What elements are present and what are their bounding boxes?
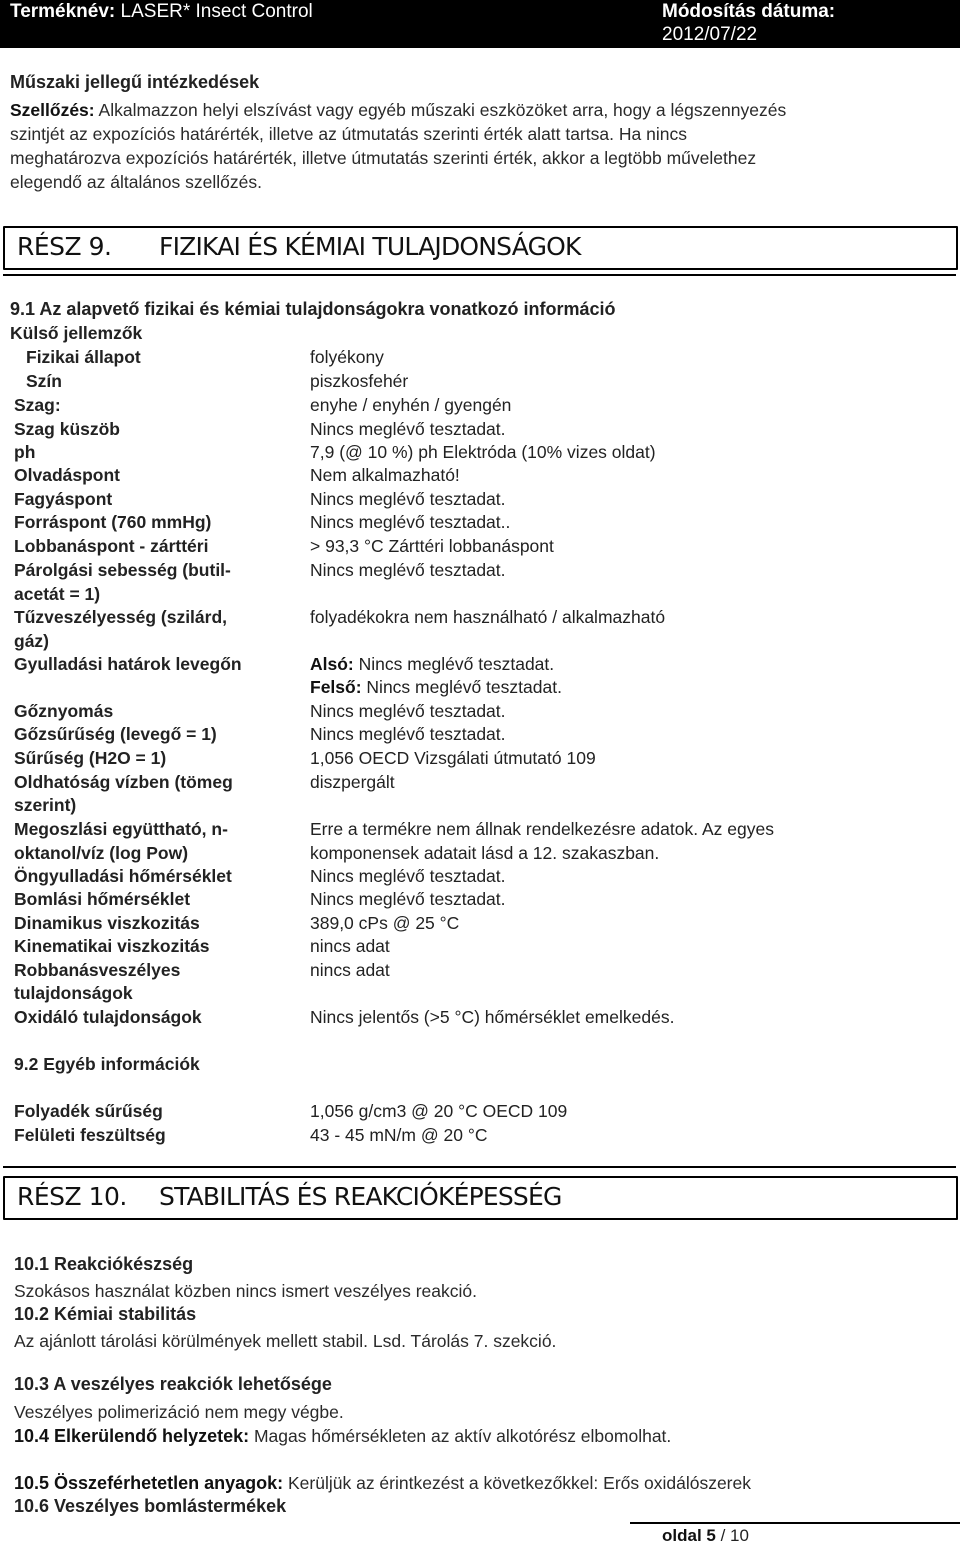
- property-label-cont: szerint): [14, 795, 77, 815]
- ventilation-line-4: elegendő az általános szellőzés.: [10, 172, 262, 192]
- section-10-1-heading: 10.1 Reakciókészség: [14, 1254, 194, 1274]
- lower-limit-label: Alsó:: [310, 654, 354, 674]
- section-10-5-heading: 10.5 Összeférhetetlen anyagok:: [14, 1473, 284, 1493]
- property-value: piszkosfehér: [310, 371, 409, 391]
- product-name: LASER* Insect Control: [120, 1, 313, 22]
- property-label: Oldhatóság vízben (tömeg: [14, 772, 233, 792]
- flammability-lower: [310, 654, 554, 675]
- property-value: folyadékokra nem használható / alkalmazható: [310, 607, 666, 627]
- section-10-5-line: [14, 1471, 751, 1495]
- flammability-upper: [310, 677, 562, 698]
- external-properties-heading: Külső jellemzők: [10, 323, 143, 343]
- ventilation-text-1: Alkalmazzon helyi elszívást vagy egyéb műszaki eszközöket arra, hogy a légszennyezés: [98, 100, 787, 120]
- section-10-number: RÉSZ 10.: [17, 1182, 127, 1211]
- product-label: Terméknév:: [10, 1, 116, 22]
- property-value: Nincs meglévő tesztadat.: [310, 866, 506, 886]
- property-value: 1,056 OECD Vizsgálati útmutató 109: [310, 748, 596, 768]
- property-label: Gőznyomás: [14, 701, 114, 721]
- property-label: Sűrűség (H2O = 1): [14, 748, 167, 768]
- property-label: Dinamikus viszkozitás: [14, 913, 200, 933]
- upper-limit-value: Nincs meglévő tesztadat.: [366, 677, 562, 697]
- section-9-2-heading: 9.2 Egyéb információk: [14, 1054, 200, 1074]
- property-value: folyékony: [310, 347, 384, 367]
- section-10-4-text: Magas hőmérsékleten az aktív alkotórész elbomolhat.: [253, 1426, 672, 1446]
- section-9-header: [3, 226, 958, 270]
- section-10-1-text: Szokásos használat közben nincs ismert veszélyes reakció.: [14, 1281, 477, 1301]
- property-value: diszpergált: [310, 772, 395, 792]
- property-label: Öngyulladási hőmérséklet: [14, 866, 232, 886]
- ventilation-label: Szellőzés:: [10, 100, 95, 120]
- document-header: [0, 0, 960, 48]
- property-value: Nem alkalmazható!: [310, 465, 460, 485]
- property-label-cont: oktanol/víz (log Pow): [14, 843, 189, 863]
- ventilation-line-3: meghatározva expozíciós határérték, illetve útmutatás szerinti érték, akkor a legtöbb művelethez: [10, 148, 757, 168]
- footer-rule: [630, 1522, 960, 1524]
- property-label: ph: [14, 442, 36, 462]
- ventilation-line-2: szintjét az expozíciós határérték, illetve az útmutatás szerinti érték alatt tartsa. Ha nincs: [10, 124, 687, 144]
- upper-limit-label: Felső:: [310, 677, 362, 697]
- property-value: 7,9 (@ 10 %) ph Elektróda (10% vizes oldat): [310, 442, 656, 462]
- property-value: enyhe / enyhén / gyengén: [310, 395, 512, 415]
- property-label-cont: gáz): [14, 631, 49, 651]
- section-10-4-line: [14, 1424, 671, 1448]
- property-value: nincs adat: [310, 960, 390, 980]
- property-label: Forráspont (760 mmHg): [14, 512, 212, 532]
- property-value: Nincs meglévő tesztadat.: [310, 560, 506, 580]
- property-label-cont: tulajdonságok: [14, 983, 133, 1003]
- property-label: Tűzveszélyesség (szilárd,: [14, 607, 228, 627]
- other-label: Felületi feszültség: [14, 1125, 166, 1145]
- page-separator: /: [715, 1526, 731, 1545]
- other-label: Folyadék sűrűség: [14, 1101, 163, 1121]
- property-label: Bomlási hőmérséklet: [14, 889, 191, 909]
- section-10-top-rule: [3, 1166, 956, 1168]
- section-10-4-heading: 10.4 Elkerülendő helyzetek:: [14, 1426, 250, 1446]
- other-value: 43 - 45 mN/m @ 20 °C: [310, 1125, 488, 1145]
- property-label: Gyulladási határok levegőn: [14, 654, 242, 674]
- page-current: 5: [706, 1526, 716, 1545]
- property-label-cont: acetát = 1): [14, 584, 101, 604]
- property-value: 389,0 cPs @ 25 °C: [310, 913, 460, 933]
- property-value: Nincs meglévő tesztadat..: [310, 512, 511, 532]
- other-value: 1,056 g/cm3 @ 20 °C OECD 109: [310, 1101, 568, 1121]
- property-value-cont: komponensek adatait lásd a 12. szakaszban.: [310, 843, 660, 863]
- property-label: Lobbanáspont - zárttéri: [14, 536, 209, 556]
- property-value: Nincs meglévő tesztadat.: [310, 419, 506, 439]
- property-value: > 93,3 °C Zárttéri lobbanáspont: [310, 536, 554, 556]
- property-label: Gőzsűrűség (levegő = 1): [14, 724, 217, 744]
- property-label: Szag:: [14, 395, 61, 415]
- section-10-header: [3, 1176, 958, 1220]
- property-value: Nincs meglévő tesztadat.: [310, 489, 506, 509]
- property-value: Nincs meglévő tesztadat.: [310, 724, 506, 744]
- section-9-title: FIZIKAI ÉS KÉMIAI TULAJDONSÁGOK: [159, 232, 581, 261]
- section-10-title: STABILITÁS ÉS REAKCIÓKÉPESSÉG: [159, 1182, 562, 1211]
- property-value: Nincs jelentős (>5 °C) hőmérséklet emelkedés.: [310, 1007, 675, 1027]
- property-label: Szag küszöb: [14, 419, 120, 439]
- property-label: Fagyáspont: [14, 489, 113, 509]
- lower-limit-value: Nincs meglévő tesztadat.: [358, 654, 555, 674]
- property-label: Robbanásveszélyes: [14, 960, 181, 980]
- section-10-5-text: Kerüljük az érintkezést a következőkkel: Erős oxidálószerek: [288, 1473, 751, 1493]
- property-label: Megoszlási együttható, n-: [14, 819, 228, 839]
- section-9-number: RÉSZ 9.: [17, 232, 112, 261]
- property-value: Nincs meglévő tesztadat.: [310, 701, 506, 721]
- revision-date: 2012/07/22: [662, 24, 758, 45]
- property-value: nincs adat: [310, 936, 390, 956]
- property-label: Fizikai állapot: [26, 347, 141, 367]
- property-value: Nincs meglévő tesztadat.: [310, 889, 506, 909]
- section-9-rule: [3, 274, 956, 276]
- page-total: 10: [730, 1526, 749, 1545]
- property-label: Kinematikai viszkozitás: [14, 936, 210, 956]
- section-9-1-heading: 9.1 Az alapvető fizikai és kémiai tulajdonságokra vonatkozó információ: [10, 299, 616, 319]
- section-10-2-text: Az ajánlott tárolási körülmények mellett stabil. Lsd. Tárolás 7. szekció.: [14, 1331, 557, 1351]
- section-10-6-heading: 10.6 Veszélyes bomlástermékek: [14, 1496, 287, 1516]
- page-number: [662, 1526, 749, 1546]
- section-10-3-text: Veszélyes polimerizáció nem megy végbe.: [14, 1402, 344, 1422]
- engineering-heading: Műszaki jellegű intézkedések: [10, 72, 260, 92]
- revision-label: Módosítás dátuma:: [662, 1, 836, 22]
- property-value: Erre a termékre nem állnak rendelkezésre adatok. Az egyes: [310, 819, 774, 839]
- property-label: Szín: [26, 371, 62, 391]
- property-label: Olvadáspont: [14, 465, 120, 485]
- property-label: Párolgási sebesség (butil-: [14, 560, 231, 580]
- product-name-line: [10, 1, 313, 23]
- property-label: Oxidáló tulajdonságok: [14, 1007, 202, 1027]
- section-10-3-heading: 10.3 A veszélyes reakciók lehetősége: [14, 1374, 332, 1394]
- section-10-2-heading: 10.2 Kémiai stabilitás: [14, 1304, 197, 1324]
- page-word: oldal: [662, 1526, 702, 1545]
- ventilation-line-1: [10, 98, 786, 122]
